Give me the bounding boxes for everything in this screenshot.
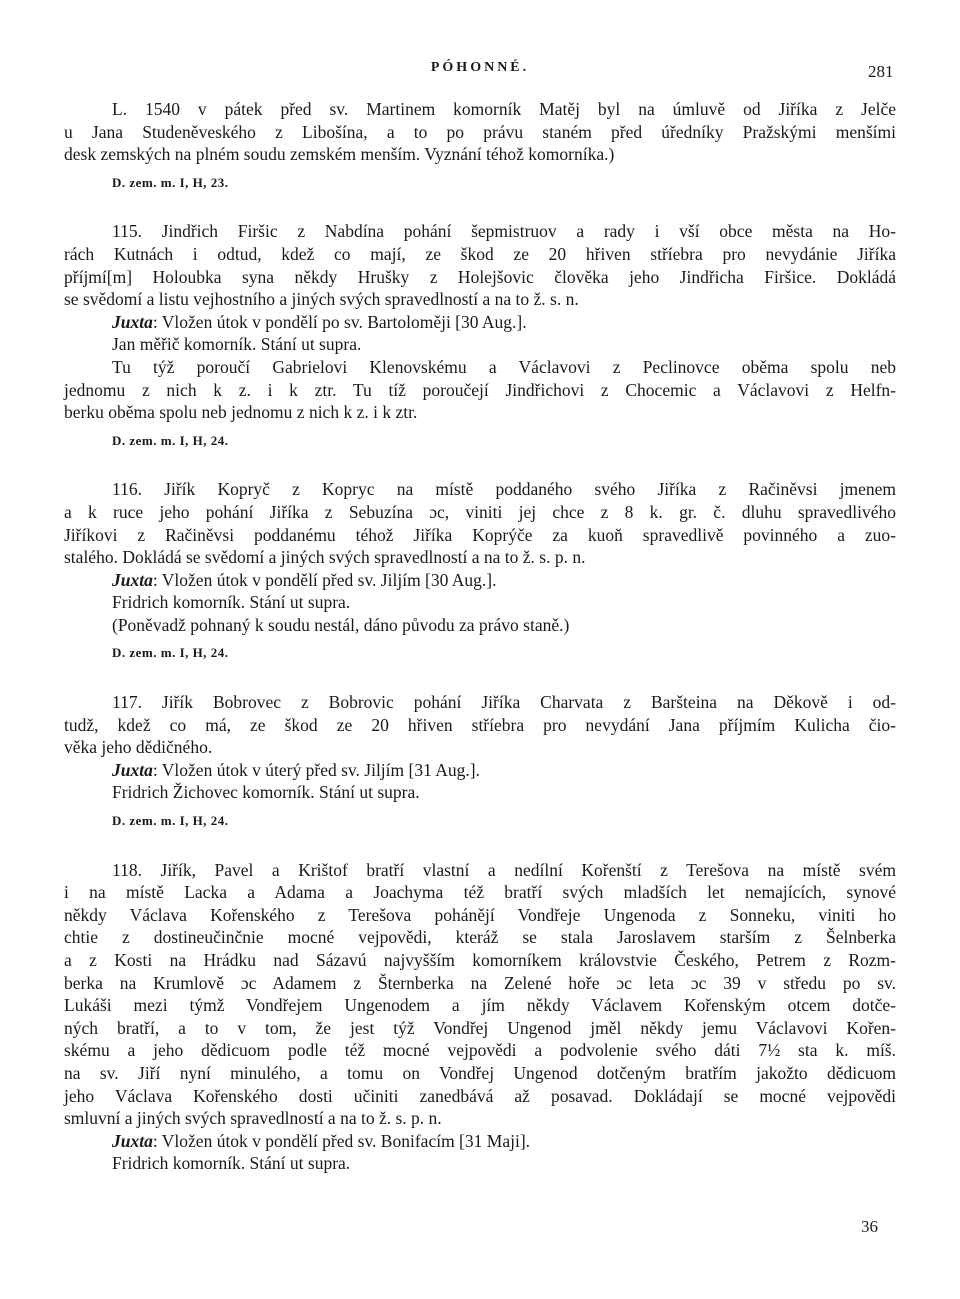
juxta-label: Juxta (112, 759, 153, 780)
text-line: Tu týž poroučí Gabrielovi Klenovskému a Václavovi z Peclinovce oběma spolu neb (112, 356, 896, 377)
text-line: Fridrich komorník. Stání ut supra. (112, 592, 351, 613)
text-line: Fridrich Žichovec komorník. Stání ut supra. (112, 782, 420, 803)
text-line: někdy Václava Kořenského z Terešova pohánějí Vondřeje Ungenoda z Sonneku, viniti ho (64, 904, 896, 925)
juxta-text: : Vložen útok v pondělí po sv. Bartoloměji [30 Aug.]. (152, 311, 527, 332)
entry (64, 691, 896, 833)
juxta-text: : Vložen útok v úterý před sv. Jiljím [31 Aug.]. (152, 759, 480, 780)
text-line: Lukáši mezi týmž Vondřejem Ungenodem a jím někdy Václavem Kořenským otcem dotče- (64, 995, 896, 1016)
entry (64, 478, 896, 665)
text-line: ných bratří, a to v tom, že jest týž Vondřej Ungenod jměl někdy jemu Václavovi Kořen- (64, 1017, 896, 1038)
text-line: se svědomí a listu vejhostního a jiných svých spravedlností a na to ž. s. n. (64, 289, 579, 310)
text-line: u Jana Studeněveského z Libošína, a to po právu staném před úředníky Pražskými menšími (64, 121, 896, 142)
juxta-label: Juxta (112, 311, 153, 332)
juxta-text: : Vložen útok v pondělí před sv. Jiljím [30 Aug.]. (152, 569, 497, 590)
text-line: desk zemských na plném soudu zemském menším. Vyznání téhož komorníka.) (64, 144, 615, 165)
text-line: berka na Krumlově ɔc Adamem z Šternberka na Zelené hoře ɔc leta ɔc 39 v středu po sv. (64, 972, 896, 993)
text-line: věka jeho dědičného. (64, 737, 213, 758)
text-line: příjmí[m] Holoubka syna někdy Hrušky z Holejšovic člověka jeho Jindřicha Firšice. Dokládá (64, 266, 896, 287)
text-line: (Poněvadž pohnaný k soudu nestál, dáno původu za právo staně.) (112, 614, 570, 635)
text-line: a k ruce jeho pohání Jiříka z Sebuzína ɔc, viniti jej chce z 8 k. gr. č. dluhu spravedlivého (64, 501, 896, 522)
text-line: na sv. Jiří nyní minulého, a tomu on Vondřej Ungenod dotčeným bratřím jakožto dědicuom (64, 1062, 896, 1083)
juxta-line (64, 759, 896, 782)
juxta-line (64, 311, 896, 334)
entry (64, 859, 896, 1175)
text-line: L. 1540 v pátek před sv. Martinem komorník Matěj byl na úmluvě od Jiříka z Jelče (112, 99, 896, 119)
text-line: Jiříkovi z Račiněvsi poddanému téhož Jiříka Koprýče za kuoň spravedlivě povinného a zuo- (64, 524, 896, 545)
text-line: 117. Jiřík Bobrovec z Bobrovic pohání Jiříka Charvata z Baršteina na Děkově i od- (112, 692, 896, 713)
text-line: a z Kosti na Hrádku nad Sázavú najvyšším komorníkem královstvie Českého, Petrem z Rozm- (64, 950, 896, 970)
signature-number: 36 (861, 1217, 878, 1236)
text-line: skému a jeho dědicuom podle též mocné vejpovědi a podvolenie svého dáti 7½ sta k. míš. (64, 1040, 896, 1061)
text-line: chtie z dostineučinčnie mocné vejpovědi, kteráž se stala Jaroslavem starším z Šelnberka (64, 927, 896, 948)
text-line: stalého. Dokládá se svědomí a jiných svých spravedlností a na to ž. s. p. n. (64, 547, 586, 568)
juxta-label: Juxta (112, 569, 153, 590)
source-reference: D. zem. m. I, H, 24. (112, 645, 229, 661)
text-line: i na místě Lacka a Adama a Joachyma též bratří svých mladších let nemajících, synové (64, 882, 896, 903)
juxta-label: Juxta (112, 1130, 153, 1151)
juxta-line (64, 1130, 896, 1153)
page-body (64, 98, 896, 1175)
entry (64, 220, 896, 452)
text-line: rách Kutnách i odtud, kdež co mají, ze škod ze 20 hřiven stříebra pro nevydánie Jiříka (64, 243, 896, 264)
text-line: tudž, kdež co má, ze škod ze 20 hřiven stříebra pro nevydání Jana příjmím Kulicha čio- (64, 714, 896, 735)
text-line: 116. Jiřík Kopryč z Kopryc na místě poddaného svého Jiříka z Račiněvsi jmenem (112, 479, 896, 500)
text-line: Fridrich komorník. Stání ut supra. (112, 1153, 351, 1174)
text-line: jednomu z nich k z. i k ztr. Tu tíž poroučejí Jindřichovi z Chocemic a Václavovi z Helfn- (64, 379, 896, 400)
source-reference: D. zem. m. I, H, 24. (112, 432, 229, 448)
text-line: 118. Jiřík, Pavel a Krištof bratří vlastní a nedílní Kořenští z Terešova na místě svém (112, 859, 896, 880)
page-number: 281 (868, 62, 894, 81)
running-header-title: PÓHONNÉ. (430, 60, 530, 75)
juxta-text: : Vložen útok v pondělí před sv. Bonifacím [31 Maji]. (152, 1130, 531, 1151)
entry (64, 98, 896, 194)
text-line: berku oběma spolu neb jednomu z nich k z. i k ztr. (64, 402, 418, 423)
text-line: 115. Jindřich Firšic z Nabdína pohání šepmistruov a rady i vší obce města na Ho- (112, 221, 896, 242)
text-line: jeho Václava Kořenského dosti učiniti zanedbává až posavad. Dokládají se mocné vejpovědi (64, 1085, 896, 1106)
text-line: smluvní a jiných svých spravedlností a na to ž. s. p. n. (64, 1108, 442, 1129)
text-line: Jan měřič komorník. Stání ut supra. (112, 334, 362, 355)
source-reference: D. zem. m. I, H, 24. (112, 813, 229, 829)
source-reference: D. zem. m. I, H, 23. (112, 174, 229, 190)
juxta-line (64, 569, 896, 592)
